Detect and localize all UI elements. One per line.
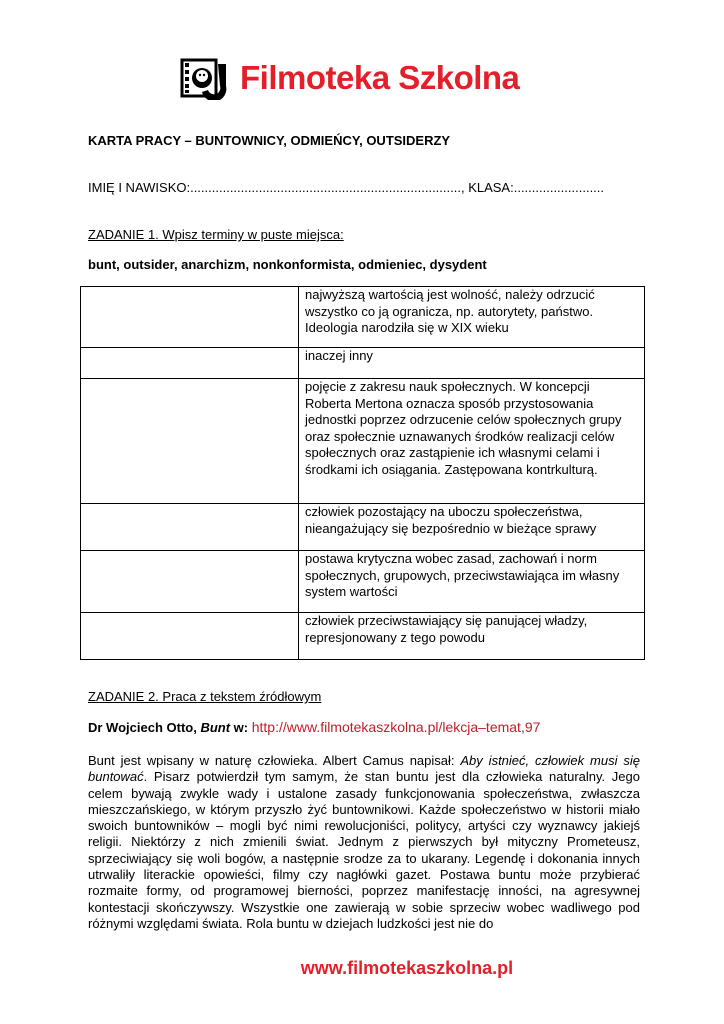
answer-cell[interactable] [81,287,299,348]
table-row [81,551,645,613]
definition-cell: pojęcie z zakresu nauk społecznych. W koncepcji Roberta Mertona oznacza sposób przystosowania jednostki poprzez odrzucenie celów społecznych grupy oraz społecznie uznawanych środków realizacji celów społecznych oraz zastąpienie ich własnymi celami i środkami ich osiągania. Zastępowana kontrkulturą. [299,379,645,504]
task1-heading: ZADANIE 1. Wpisz terminy w puste miejsca: [88,227,344,242]
definition-cell: inaczej inny [299,348,645,379]
definition-cell: postawa krytyczna wobec zasad, zachowań i norm społecznych, grupowych, przeciwstawiająca im własny system wartości [299,551,645,613]
citation-in: w: [230,720,252,735]
answer-cell[interactable] [81,613,299,660]
definition-cell: najwyższą wartością jest wolność, należy odrzucić wszystko co ją ogranicza, np. autorytety, państwo. Ideologia narodziła się w XIX wieku [299,287,645,348]
answer-cell[interactable] [81,504,299,551]
brand-name: Filmoteka Szkolna [240,59,520,96]
table-row [81,348,645,379]
name-class-line: IMIĘ I NAWISKO:..........................................................................., KLASA:......................... [88,180,605,195]
answer-cell[interactable] [81,379,299,504]
film-reel-icon [180,56,238,100]
camus-quote: Aby istnieć, człowiek musi się buntować [88,753,640,785]
table-row [81,379,645,504]
footer [0,958,724,979]
task2-heading: ZADANIE 2. Praca z tekstem źródłowym [88,689,322,704]
source-citation [88,719,540,735]
terms-table [80,286,645,660]
answer-cell[interactable] [81,551,299,613]
source-link[interactable]: http://www.filmotekaszkolna.pl/lekcja–temat,97 [251,719,541,735]
answer-cell[interactable] [81,348,299,379]
definition-cell: człowiek przeciwstawiający się panującej władzy, represjonowany z tego powodu [299,613,645,660]
definition-cell: człowiek pozostający na uboczu społeczeństwa, nieangażujący się bezpośrednio w bieżące sprawy [299,504,645,551]
source-text-rest: . Pisarz potwierdził tym samym, że stan buntu jest dla człowieka naturalny. Jego celem bywają zwykle wady i ustalone zasady funkcjonowania społeczeństwa, zwłaszcza mieszczańskiego, w którym przyszło żyć buntownikowi. Każde społeczeństwo w historii miało swoich buntowników – mogli być nimi rewolucjoniści, politycy, artyści czy wyznawcy jakiejś religii. Niektórzy z nich zmienili świat. Jednym z pierwszych był mityczny Prometeusz, sprzeciwiający się woli bogów, a następnie srodze za to ukarany. Legendę i dokonania innych utrwaliły literackie opowieści, filmy czy nagłówki gazet. Postawa buntu może przybierać rozmaite formy, od programowej bierności, poprzez manifestację inności, na agresywnej kontestacji skończywszy. Wszystkie one zawierają w sobie sprzeciw wobec wadliwego pod różnymi względami świata. Rola buntu w dziejach ludzkości jest nie do [88,769,640,931]
source-text-start: Bunt jest wpisany w naturę człowieka. Albert Camus napisał: [88,753,461,768]
footer-url[interactable]: www.filmotekaszkolna.pl [300,958,514,978]
filmoteka-logo [180,56,519,100]
table-row [81,504,645,551]
table-row [81,287,645,348]
task1-terms: bunt, outsider, anarchizm, nonkonformista, odmieniec, dysydent [88,257,487,272]
table-row [81,613,645,660]
worksheet-title: KARTA PRACY – BUNTOWNICY, ODMIEŃCY, OUTSIDERZY [88,133,451,148]
citation-work: Bunt [200,720,231,735]
citation-author: Dr Wojciech Otto, [88,720,201,735]
source-text [88,753,640,932]
